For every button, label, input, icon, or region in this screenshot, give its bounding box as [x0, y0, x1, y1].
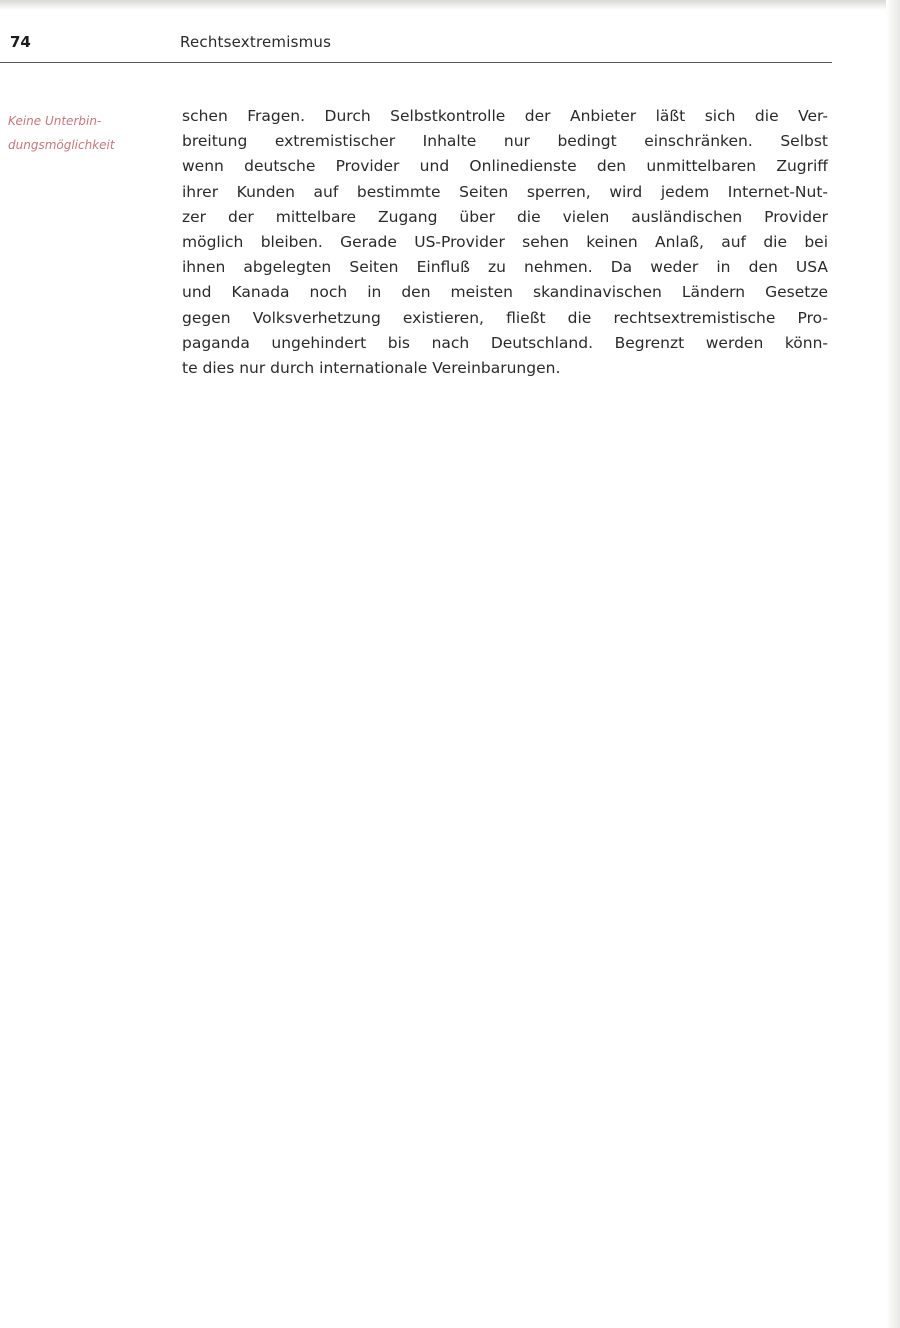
text-line: schen Fragen. Durch Selbstkontrolle der Anbieter läßt sich die Ver-	[182, 107, 828, 125]
body-paragraph	[182, 104, 828, 381]
text-line: paganda ungehindert bis nach Deutschland. Begrenzt werden könn-	[182, 333, 828, 352]
text-line: ihrer Kunden auf bestimmte Seiten sperren, wird jedem Internet-Nut-	[182, 182, 828, 201]
margin-note	[8, 109, 168, 157]
header-rule	[0, 62, 832, 63]
margin-note-line: Keine Unterbin-	[8, 114, 102, 128]
running-header	[0, 0, 900, 70]
margin-note-line: dungsmöglichkeit	[8, 138, 115, 152]
running-title: Rechtsextremismus	[180, 33, 332, 51]
page-right-shadow	[886, 0, 900, 1328]
text-line: zer der mittelbare Zugang über die vielen ausländischen Provider	[182, 207, 828, 226]
text-line: und Kanada noch in den meisten skandinavischen Ländern Gesetze	[182, 283, 828, 302]
page-number: 74	[10, 33, 31, 51]
text-line: te dies nur durch internationale Vereinbarungen.	[182, 359, 561, 378]
text-line: breitung extremistischer Inhalte nur bedingt einschränken. Selbst	[182, 132, 828, 151]
text-line: ihnen abgelegten Seiten Einfluß zu nehmen. Da weder in den USA	[182, 258, 828, 277]
text-line: wenn deutsche Provider und Onlinedienste den unmittelbaren Zugriff	[182, 157, 828, 176]
text-line: gegen Volksverhetzung existieren, fließt die rechtsextremistische Pro-	[182, 308, 828, 327]
text-line: möglich bleiben. Gerade US-Provider sehen keinen Anlaß, auf die bei	[182, 233, 828, 252]
